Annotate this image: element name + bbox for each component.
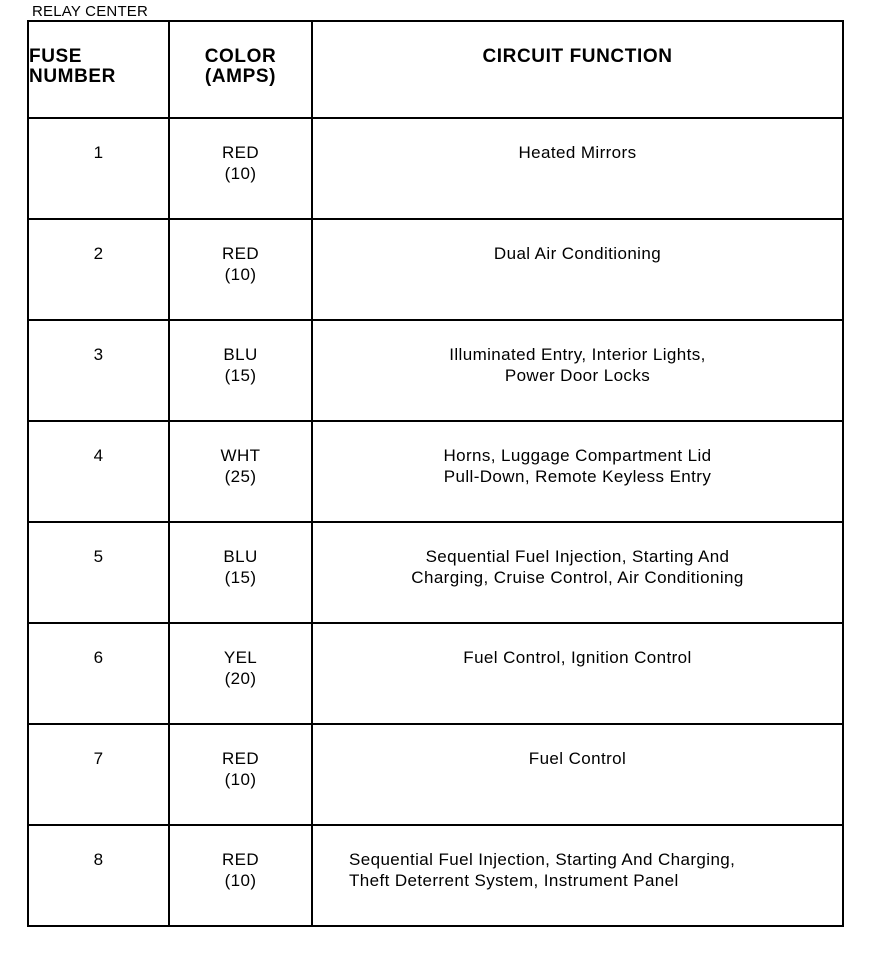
fuse-number-cell	[28, 219, 169, 320]
fuse-number-cell	[28, 118, 169, 219]
circuit-function-line1: Sequential Fuel Injection, Starting And	[425, 547, 730, 566]
fuse-number-cell	[28, 724, 169, 825]
header-function-label: CIRCUIT FUNCTION	[482, 46, 673, 67]
table-row	[28, 825, 843, 926]
circuit-function-cell	[312, 724, 843, 825]
circuit-function-line2: Pull-Down, Remote Keyless Entry	[443, 467, 712, 486]
table-row	[28, 522, 843, 623]
fuse-amps: (25)	[224, 467, 257, 486]
circuit-function-cell	[312, 118, 843, 219]
fuse-color: BLU	[223, 547, 258, 566]
circuit-function-cell	[312, 623, 843, 724]
circuit-function-cell	[312, 522, 843, 623]
header-fuse-number-line1: FUSE	[29, 46, 83, 67]
header-row	[28, 21, 843, 118]
fuse-table	[27, 20, 844, 927]
fuse-number-cell	[28, 320, 169, 421]
circuit-function-line2: Theft Deterrent System, Instrument Panel	[349, 871, 679, 890]
color-amps-cell	[169, 623, 312, 724]
header-fuse-number	[28, 21, 169, 118]
fuse-color: RED	[221, 244, 260, 263]
fuse-color: WHT	[220, 446, 261, 465]
fuse-number: 5	[93, 547, 104, 566]
circuit-function-line2: Power Door Locks	[504, 366, 651, 385]
circuit-function-line1: Fuel Control, Ignition Control	[463, 648, 692, 667]
color-amps-cell	[169, 825, 312, 926]
circuit-function-cell	[312, 320, 843, 421]
table-row	[28, 219, 843, 320]
circuit-function-line1: Illuminated Entry, Interior Lights,	[449, 345, 706, 364]
header-fuse-number-line2: NUMBER	[29, 66, 116, 87]
circuit-function-line1: Sequential Fuel Injection, Starting And Charging,	[349, 850, 736, 869]
header-circuit-function	[312, 21, 843, 118]
header-color-line2: (AMPS)	[204, 66, 277, 87]
fuse-number-cell	[28, 522, 169, 623]
fuse-color: YEL	[223, 648, 258, 667]
table-row	[28, 623, 843, 724]
fuse-number: 2	[93, 244, 104, 263]
fuse-color: RED	[221, 749, 260, 768]
fuse-number: 1	[93, 143, 104, 162]
color-amps-cell	[169, 724, 312, 825]
color-amps-cell	[169, 219, 312, 320]
table-row	[28, 421, 843, 522]
color-amps-cell	[169, 320, 312, 421]
circuit-function-line1: Heated Mirrors	[518, 143, 637, 162]
circuit-function-cell	[312, 421, 843, 522]
header-color-amps	[169, 21, 312, 118]
fuse-color: RED	[221, 143, 260, 162]
color-amps-cell	[169, 522, 312, 623]
fuse-color: BLU	[223, 345, 258, 364]
fuse-color: RED	[221, 850, 260, 869]
color-amps-cell	[169, 421, 312, 522]
fuse-amps: (10)	[224, 164, 257, 183]
circuit-function-line2: Charging, Cruise Control, Air Conditioning	[411, 568, 744, 587]
table-row	[28, 118, 843, 219]
fuse-amps: (10)	[224, 265, 257, 284]
fuse-number-cell	[28, 825, 169, 926]
table-row	[28, 724, 843, 825]
fuse-amps: (20)	[224, 669, 257, 688]
table-caption: RELAY CENTER	[32, 3, 149, 20]
fuse-number-cell	[28, 421, 169, 522]
fuse-number: 3	[93, 345, 104, 364]
color-amps-cell	[169, 118, 312, 219]
circuit-function-line1: Horns, Luggage Compartment Lid	[443, 446, 712, 465]
fuse-number: 6	[93, 648, 104, 667]
fuse-amps: (15)	[224, 366, 257, 385]
circuit-function-cell	[312, 825, 843, 926]
circuit-function-cell	[312, 219, 843, 320]
header-color-line1: COLOR	[204, 46, 277, 67]
fuse-number: 7	[93, 749, 104, 768]
circuit-function-line1: Fuel Control	[528, 749, 627, 768]
fuse-amps: (15)	[224, 568, 257, 587]
circuit-function-line1: Dual Air Conditioning	[493, 244, 662, 263]
table-row	[28, 320, 843, 421]
fuse-number: 4	[93, 446, 104, 465]
fuse-number-cell	[28, 623, 169, 724]
fuse-number: 8	[93, 850, 104, 869]
fuse-amps: (10)	[224, 770, 257, 789]
fuse-amps: (10)	[224, 871, 257, 890]
